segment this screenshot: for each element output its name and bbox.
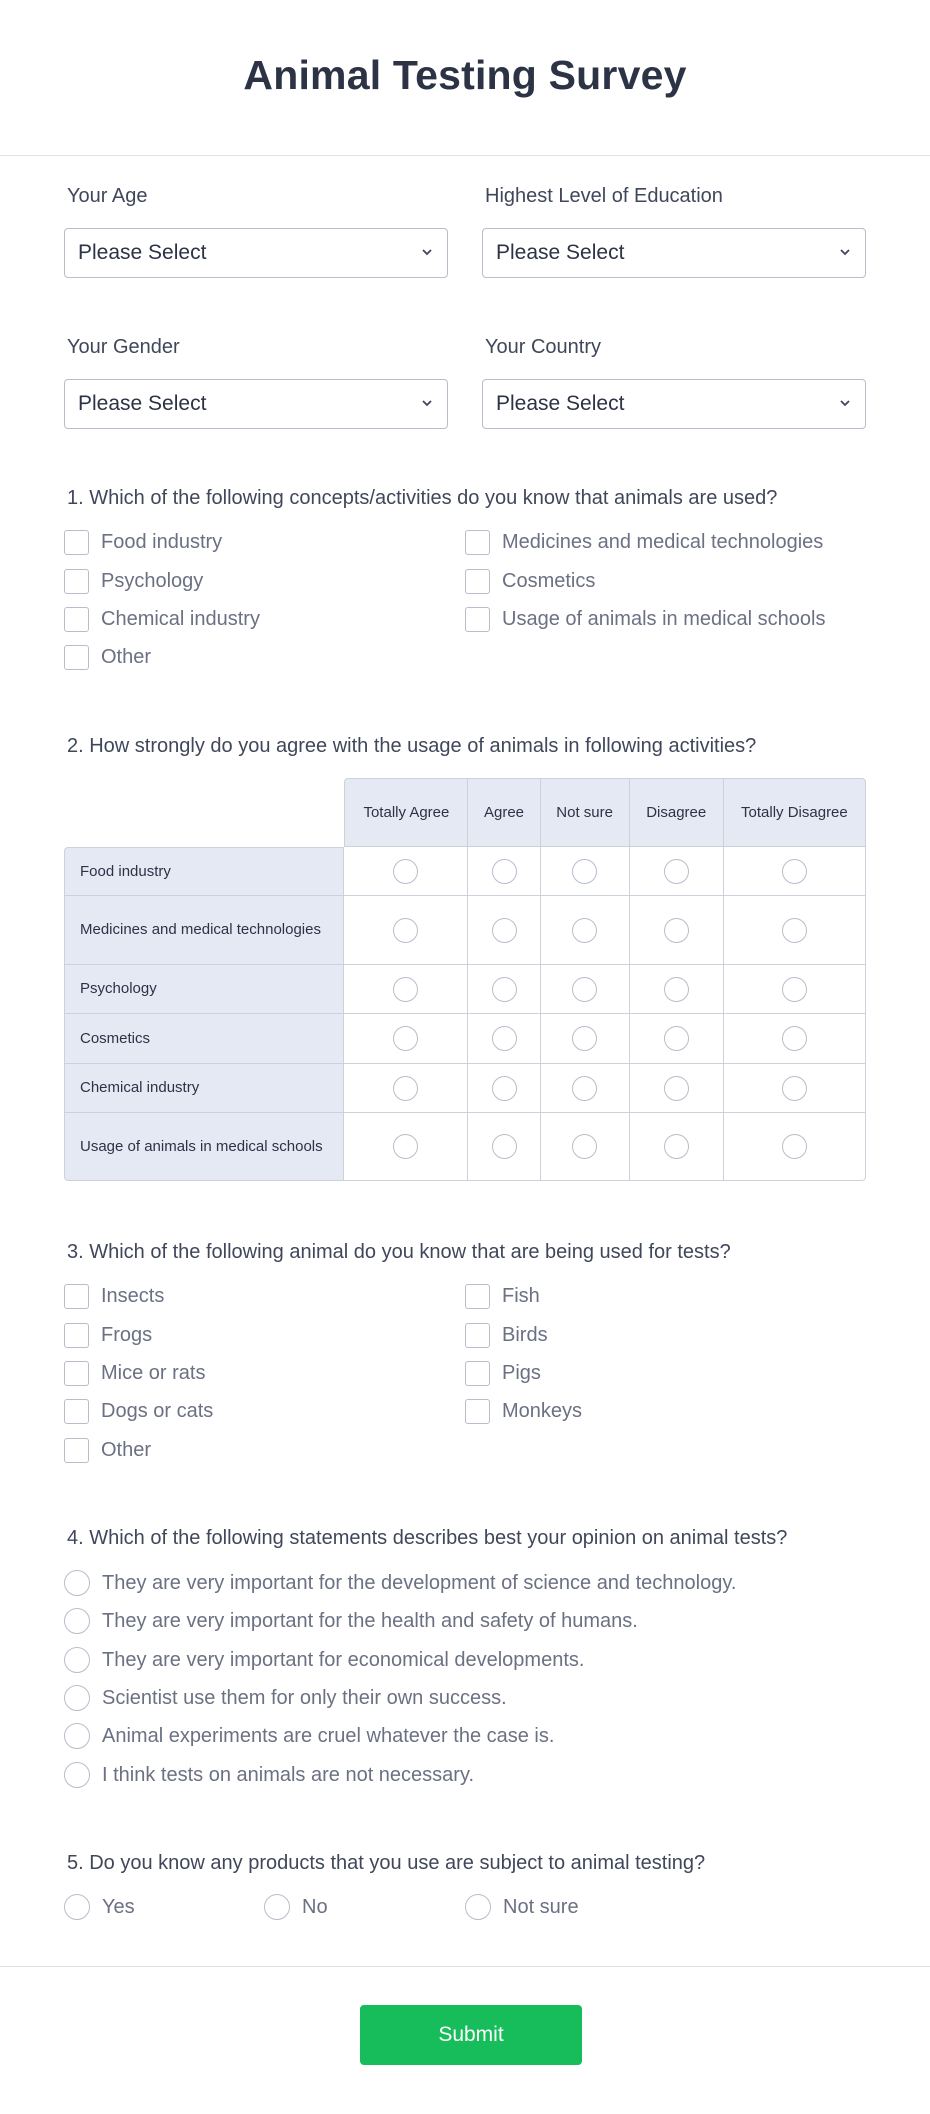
matrix-cell [541,1064,630,1113]
gender-select[interactable] [64,379,448,429]
option-label: Chemical industry [101,608,260,630]
checkbox[interactable] [64,1284,89,1309]
matrix-column-header: Totally Agree [344,778,468,847]
option-label: Not sure [503,1895,579,1918]
q4-option-economical[interactable] [64,1647,584,1673]
q3-option-frogs[interactable] [64,1323,152,1348]
question-2: 2. How strongly do you agree with the usage of animals in following activities? [67,735,757,757]
matrix-radio[interactable] [393,1076,418,1101]
option-label: Birds [502,1324,548,1346]
age-select[interactable] [64,228,448,278]
checkbox[interactable] [465,569,490,594]
matrix-cell [541,1014,630,1064]
q3-option-birds[interactable] [465,1323,548,1348]
option-label: They are very important for the development of science and technology. [102,1571,737,1594]
q4-option-not-necessary[interactable] [64,1762,474,1788]
age-select-value: Please Select [78,241,207,264]
matrix-cell [344,965,468,1014]
matrix-cell [630,896,724,965]
matrix-row-label: Psychology [64,965,344,1014]
option-label: Scientist use them for only their own success. [102,1686,507,1709]
matrix-cell [541,1113,630,1181]
q4-option-cruel[interactable] [64,1723,554,1749]
matrix-cell [541,965,630,1014]
matrix-cell [630,1113,724,1181]
matrix-cell [344,896,468,965]
matrix-column-header: Totally Disagree [724,778,866,847]
checkbox[interactable] [465,1399,490,1424]
country-select[interactable] [482,379,866,429]
option-label: Mice or rats [101,1362,206,1384]
radio-button[interactable] [64,1762,90,1788]
radio-button[interactable] [64,1647,90,1673]
q3-option-mice-or-rats[interactable] [64,1361,205,1386]
q1-option-medical-schools[interactable] [465,607,826,632]
radio-button[interactable] [64,1894,90,1920]
matrix-cell [630,847,724,896]
checkbox[interactable] [64,607,89,632]
page-title: Animal Testing Survey [243,52,687,98]
option-label: They are very important for the health and safety of humans. [102,1609,638,1632]
option-label: Yes [102,1895,135,1918]
checkbox[interactable] [64,530,89,555]
option-label: Psychology [101,570,204,592]
matrix-column-header: Agree [468,778,540,847]
matrix-radio[interactable] [492,1026,517,1051]
matrix-row-label: Medicines and medical technologies [64,896,344,965]
matrix-radio[interactable] [572,1026,597,1051]
matrix-radio[interactable] [572,1076,597,1101]
country-label: Your Country [485,336,601,358]
checkbox[interactable] [465,1323,490,1348]
option-label: Medicines and medical technologies [502,531,824,553]
matrix-column-header: Not sure [541,778,630,847]
gender-select-value: Please Select [78,392,207,415]
matrix-row [64,847,866,896]
option-label: Animal experiments are cruel whatever the case is. [102,1724,555,1747]
matrix-radio[interactable] [664,1026,689,1051]
option-label: I think tests on animals are not necessary. [102,1763,475,1786]
matrix-radio[interactable] [782,1026,807,1051]
matrix-radio[interactable] [572,977,597,1002]
q3-option-fish[interactable] [465,1284,540,1309]
matrix-radio[interactable] [572,859,597,884]
matrix-radio[interactable] [492,977,517,1002]
question-5: 5. Do you know any products that you use are subject to animal testing? [67,1852,706,1874]
matrix-cell [630,1014,724,1064]
matrix-cell [630,1064,724,1113]
matrix-radio[interactable] [782,918,807,943]
matrix-radio[interactable] [664,859,689,884]
question-3: 3. Which of the following animal do you know that are being used for tests? [67,1241,731,1263]
agreement-matrix [64,778,866,1181]
matrix-radio[interactable] [393,1026,418,1051]
option-label: Frogs [101,1324,153,1346]
matrix-cell [724,1113,866,1181]
matrix-radio[interactable] [492,1076,517,1101]
submit-button[interactable]: Submit [360,2005,582,2065]
matrix-radio[interactable] [393,918,418,943]
matrix-row [64,896,866,965]
chevron-down-icon [839,397,851,409]
matrix-cell [468,1014,540,1064]
option-label: No [302,1895,328,1918]
checkbox[interactable] [64,1399,89,1424]
option-label: Food industry [101,531,223,553]
gender-label: Your Gender [67,336,180,358]
education-select-value: Please Select [496,241,625,264]
checkbox[interactable] [64,1323,89,1348]
q4-option-science[interactable] [64,1570,736,1596]
matrix-cell [724,1064,866,1113]
matrix-cell [541,847,630,896]
checkbox[interactable] [465,1361,490,1386]
option-label: Monkeys [502,1400,583,1422]
radio-button[interactable] [64,1570,90,1596]
option-label: Other [101,1439,152,1461]
checkbox[interactable] [465,607,490,632]
matrix-row [64,1014,866,1064]
q4-option-health[interactable] [64,1608,638,1634]
q3-option-pigs[interactable] [465,1361,541,1386]
matrix-radio[interactable] [393,859,418,884]
checkbox[interactable] [465,530,490,555]
matrix-radio[interactable] [664,918,689,943]
matrix-cell [468,1113,540,1181]
matrix-row [64,1113,866,1181]
matrix-cell [724,896,866,965]
option-label: Insects [101,1285,165,1307]
radio-button[interactable] [264,1894,290,1920]
radio-button[interactable] [465,1894,491,1920]
radio-button[interactable] [64,1723,90,1749]
matrix-row-label: Chemical industry [64,1064,344,1113]
matrix-radio[interactable] [782,859,807,884]
matrix-radio[interactable] [782,1134,807,1159]
matrix-radio[interactable] [492,859,517,884]
option-label: Cosmetics [502,570,596,592]
option-label: Dogs or cats [101,1400,214,1422]
education-label: Highest Level of Education [485,185,723,207]
checkbox[interactable] [64,1361,89,1386]
matrix-radio[interactable] [393,977,418,1002]
matrix-radio[interactable] [492,1134,517,1159]
matrix-cell [630,965,724,1014]
matrix-cell [468,1064,540,1113]
q1-option-psychology[interactable] [64,569,203,594]
q4-option-own-success[interactable] [64,1685,507,1711]
option-label: Usage of animals in medical schools [502,608,826,630]
radio-button[interactable] [64,1608,90,1634]
matrix-cell [344,847,468,896]
checkbox[interactable] [465,1284,490,1309]
matrix-row-label: Cosmetics [64,1014,344,1064]
form-header [0,0,930,156]
q5-option-yes[interactable] [64,1894,135,1920]
q1-option-food-industry[interactable] [64,530,222,555]
chevron-down-icon [839,246,851,258]
matrix-radio[interactable] [664,977,689,1002]
matrix-column-header: Disagree [630,778,724,847]
matrix-cell [344,1014,468,1064]
education-select[interactable] [482,228,866,278]
question-1: 1. Which of the following concepts/activities do you know that animals are used? [67,487,778,509]
q3-option-monkeys[interactable] [465,1399,582,1424]
option-label: They are very important for economical developments. [102,1648,585,1671]
question-4: 4. Which of the following statements describes best your opinion on animal tests? [67,1527,788,1549]
matrix-cell [724,965,866,1014]
checkbox[interactable] [64,1438,89,1463]
footer-divider [0,1966,930,1967]
matrix-row [64,965,866,1014]
matrix-radio[interactable] [664,1134,689,1159]
checkbox[interactable] [64,569,89,594]
country-select-value: Please Select [496,392,625,415]
age-label: Your Age [67,185,148,207]
q3-option-dogs-or-cats[interactable] [64,1399,213,1424]
matrix-radio[interactable] [572,1134,597,1159]
matrix-cell [724,847,866,896]
q5-option-no[interactable] [264,1894,328,1920]
matrix-row-label: Usage of animals in medical schools [64,1113,344,1181]
q3-option-other[interactable] [64,1438,151,1463]
option-label: Fish [502,1285,540,1307]
matrix-cell [344,1064,468,1113]
matrix-cell [724,1014,866,1064]
matrix-cell [468,965,540,1014]
matrix-cell [344,1113,468,1181]
matrix-radio[interactable] [782,977,807,1002]
matrix-radio[interactable] [572,918,597,943]
matrix-cell [541,896,630,965]
option-label: Pigs [502,1362,541,1384]
q1-option-other[interactable] [64,645,151,670]
matrix-row [64,1064,866,1113]
matrix-cell [468,847,540,896]
matrix-radio[interactable] [664,1076,689,1101]
q3-option-insects[interactable] [64,1284,164,1309]
q1-option-chemical-industry[interactable] [64,607,260,632]
q1-option-cosmetics[interactable] [465,569,595,594]
matrix-row-label: Food industry [64,847,344,896]
checkbox[interactable] [64,645,89,670]
radio-button[interactable] [64,1685,90,1711]
matrix-radio[interactable] [393,1134,418,1159]
q5-option-not-sure[interactable] [465,1894,579,1920]
matrix-radio[interactable] [782,1076,807,1101]
q1-option-medicines[interactable] [465,530,823,555]
chevron-down-icon [421,397,433,409]
matrix-corner [64,778,344,847]
chevron-down-icon [421,246,433,258]
matrix-radio[interactable] [492,918,517,943]
matrix-cell [468,896,540,965]
option-label: Other [101,646,152,668]
